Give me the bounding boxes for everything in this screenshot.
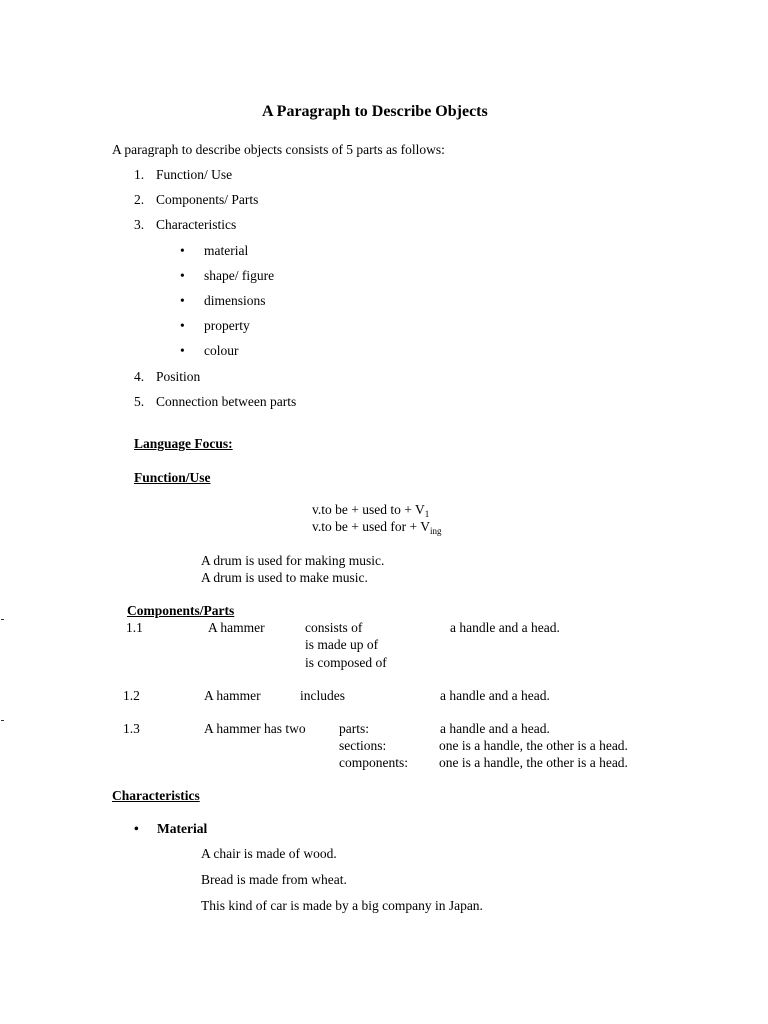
- list-number: 5.: [134, 394, 145, 409]
- row-object: a handle and a head.: [450, 620, 560, 635]
- list-item-characteristics: Characteristics: [156, 217, 237, 232]
- bullet-item: dimensions: [204, 293, 266, 308]
- bullet-item: colour: [204, 343, 239, 358]
- example-sentence: A drum is used to make music.: [201, 570, 368, 585]
- formula-text: v.to be + used to + V: [312, 502, 425, 517]
- formula-text: v.to be + used for + V: [312, 519, 430, 534]
- example-sentence: Bread is made from wheat.: [201, 872, 347, 887]
- page-title: A Paragraph to Describe Objects: [262, 103, 488, 120]
- margin-mark: [1, 619, 4, 620]
- list-number: 3.: [134, 217, 145, 232]
- row-verb: is composed of: [305, 655, 387, 670]
- row-object: one is a handle, the other is a head.: [439, 738, 628, 753]
- row-object: a handle and a head.: [440, 721, 550, 736]
- row-noun: parts:: [339, 721, 369, 736]
- margin-mark: [1, 720, 4, 721]
- bullet-icon: •: [180, 343, 185, 358]
- row-subject: A hammer: [204, 688, 261, 703]
- list-number: 4.: [134, 369, 145, 384]
- row-object: one is a handle, the other is a head.: [439, 755, 628, 770]
- list-item-components: Components/ Parts: [156, 192, 259, 207]
- list-item-function-use: Function/ Use: [156, 167, 233, 182]
- row-noun: components:: [339, 755, 408, 770]
- row-verb: consists of: [305, 620, 363, 635]
- example-sentence: A chair is made of wood.: [201, 846, 337, 861]
- formula-subscript: 1: [424, 509, 430, 519]
- list-number: 1.: [134, 167, 145, 182]
- row-object: a handle and a head.: [440, 688, 550, 703]
- intro-text: A paragraph to describe objects consists of 5 parts as follows:: [112, 142, 445, 157]
- bullet-icon: •: [134, 821, 139, 836]
- bullet-item: material: [204, 243, 249, 258]
- row-verb: includes: [300, 688, 345, 703]
- row-verb: is made up of: [305, 637, 379, 652]
- formula-used-to: [312, 502, 429, 518]
- row-number: 1.2: [123, 688, 140, 703]
- row-noun: sections:: [339, 738, 387, 753]
- formula-used-for: [312, 519, 441, 535]
- components-heading: Components/Parts: [127, 603, 235, 618]
- formula-subscript: ing: [429, 526, 442, 536]
- list-number: 2.: [134, 192, 145, 207]
- bullet-icon: •: [180, 268, 185, 283]
- list-item-position: Position: [156, 369, 201, 384]
- example-sentence: This kind of car is made by a big company in Japan.: [201, 898, 483, 913]
- bullet-icon: •: [180, 293, 185, 308]
- row-subject: A hammer: [208, 620, 265, 635]
- example-sentence: A drum is used for making music.: [201, 553, 385, 568]
- row-subject: A hammer has two: [204, 721, 306, 736]
- function-use-heading: Function/Use: [134, 470, 211, 485]
- bullet-icon: •: [180, 318, 185, 333]
- row-number: 1.3: [123, 721, 140, 736]
- material-heading: Material: [157, 821, 208, 836]
- characteristics-heading: Characteristics: [112, 788, 200, 803]
- row-number: 1.1: [126, 620, 143, 635]
- bullet-item: shape/ figure: [204, 268, 275, 283]
- bullet-item: property: [204, 318, 250, 333]
- bullet-icon: •: [180, 243, 185, 258]
- list-item-connection: Connection between parts: [156, 394, 297, 409]
- language-focus-heading: Language Focus:: [134, 436, 233, 451]
